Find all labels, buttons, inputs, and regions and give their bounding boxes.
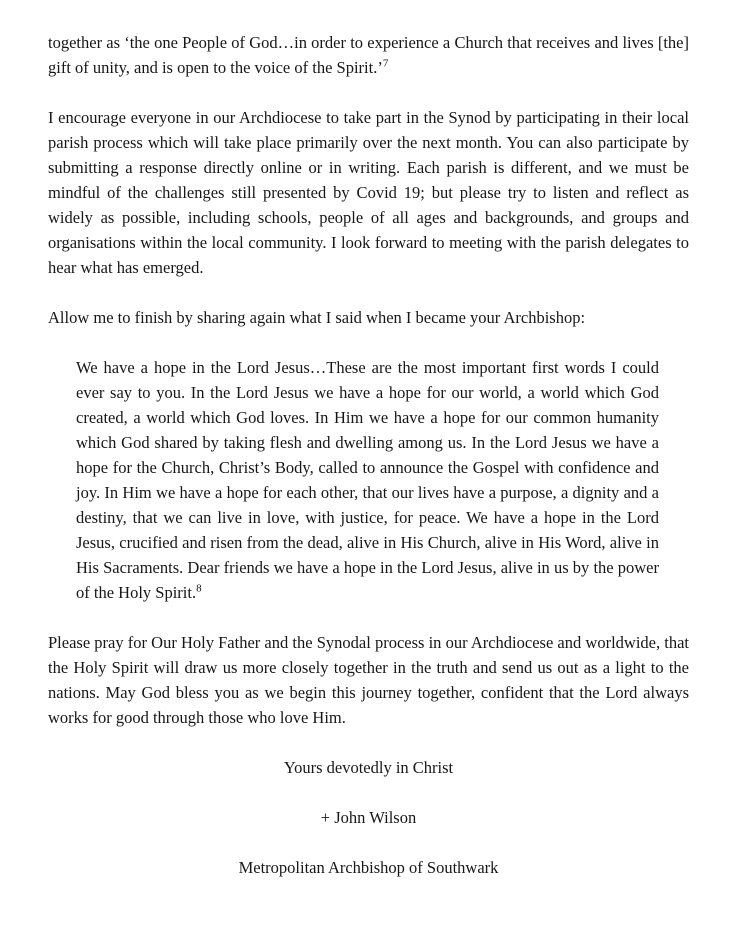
closing-title: Metropolitan Archbishop of Southwark	[238, 858, 499, 877]
paragraph-finish-intro: Allow me to finish by sharing again what I said when I became your Archbishop:	[48, 308, 586, 327]
paragraph-unity-text: together as ‘the one People of God…in order to experience a Church that receives and lives [the] gift of unity, and is open to the voice of the Spirit.’	[48, 33, 689, 77]
blockquote-hope-in-lord-jesus	[76, 355, 659, 605]
paragraph-encourage-synod: I encourage everyone in our Archdiocese to take part in the Synod by participating in their local parish process which will take place primarily over the next month. You can also participate by submitting a response directly online or in writing. Each parish is different, and we must be mindful of the challenges still presented by Covid 19; but please try to listen and reflect as widely as possible, including schools, people of all ages and backgrounds, and groups and organisations within the local community. I look forward to meeting with the parish delegates to hear what has emerged.	[48, 108, 689, 277]
closing-signature: + John Wilson	[320, 808, 417, 827]
closing-valediction: Yours devotedly in Christ	[283, 758, 454, 777]
footnote-marker-7: 7	[382, 57, 389, 70]
blockquote-text: We have a hope in the Lord Jesus…These are the most important first words I could ever say to you. In the Lord Jesus we have a hope for our world, a world which God created, a world which God loves. In Him we have a hope for our common humanity which God shared by taking flesh and dwelling among us. In the Lord Jesus we have a hope for the Church, Christ’s Body, called to announce the Gospel with confidence and joy. In Him we have a hope for each other, that our lives have a purpose, a dignity and a destiny, that we can live in love, with justice, for peace. We have a hope in the Lord Jesus, crucified and risen from the dead, alive in His Church, alive in His Word, alive in His Sacraments. Dear friends we have a hope in the Lord Jesus, alive in us by the power of the Holy Spirit.	[76, 358, 659, 602]
paragraph-unity	[48, 30, 689, 80]
paragraph-please-pray: Please pray for Our Holy Father and the Synodal process in our Archdiocese and worldwide, that the Holy Spirit will draw us more closely together in the truth and send us out as a light to the nations. May God bless you as we begin this journey together, confident that the Lord always works for good through those who love Him.	[48, 633, 689, 727]
footnote-marker-8: 8	[196, 582, 202, 595]
